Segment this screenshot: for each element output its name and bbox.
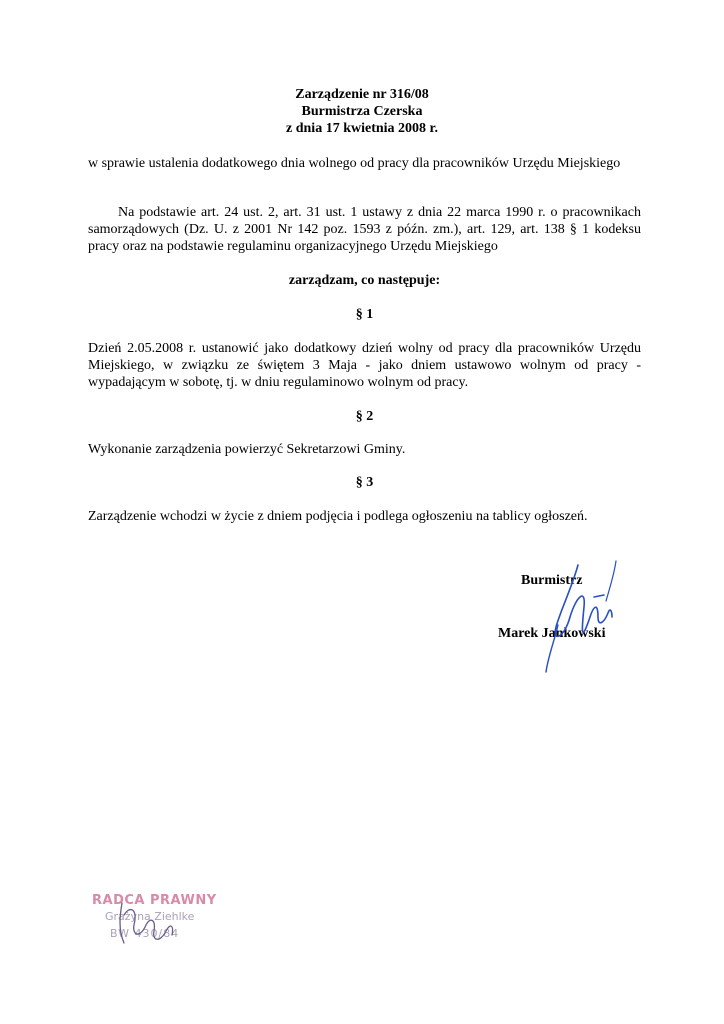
section-3-heading: § 3 [355, 475, 374, 490]
section-2-text: Wykonanie zarządzenia powierzyć Sekretarzowi Gminy. [88, 442, 406, 457]
section-2-heading: § 2 [355, 409, 374, 424]
stamp-title: RADCA PRAWNY [92, 893, 217, 908]
decree-statement: zarządzam, co następuje: [288, 273, 441, 288]
signatory-name: Marek Jankowski [498, 626, 606, 641]
handwritten-signature [520, 557, 640, 677]
stamp-name: Grażyna Ziehlke [105, 910, 195, 923]
order-number: Zarządzenie nr 316/08 [295, 87, 429, 102]
issuer: Burmistrza Czerska [301, 104, 423, 119]
legal-advisor-stamp [88, 893, 238, 953]
section-1-text: Dzień 2.05.2008 r. ustanowić jako dodatkowy dzień wolny od pracy dla pracowników Urzędu Miejskiego, w związku ze świętem 3 Maja - jako dniem ustawowo wolnym od pracy - wypadającym w sobotę, tj. w dniu regulaminowo wolnym od pracy. [88, 341, 641, 390]
signatory-title: Burmistrz [521, 573, 583, 588]
subject-paragraph: w sprawie ustalenia dodatkowego dnia wolnego od pracy dla pracowników Urzędu Miejskiego [88, 156, 621, 171]
order-date: z dnia 17 kwietnia 2008 r. [286, 121, 438, 136]
stamp-signature [108, 895, 188, 950]
document-header [0, 86, 724, 137]
legal-basis-paragraph: Na podstawie art. 24 ust. 2, art. 31 ust. 1 ustawy z dnia 22 marca 1990 r. o pracownikach samorządowych (Dz. U. z 2001 Nr 142 poz. 1593 z późn. zm.), art. 129, art. 138 § 1 kodeksu pracy oraz na podstawie regulaminu organizacyjnego Urzędu Miejskiego [88, 205, 641, 254]
signature-block [470, 572, 670, 682]
stamp-registry-number: BW 430/84 [110, 927, 180, 940]
section-3-text: Zarządzenie wchodzi w życie z dniem podjęcia i podlega ogłoszeniu na tablicy ogłoszeń. [88, 509, 588, 524]
section-1-heading: § 1 [355, 307, 374, 322]
